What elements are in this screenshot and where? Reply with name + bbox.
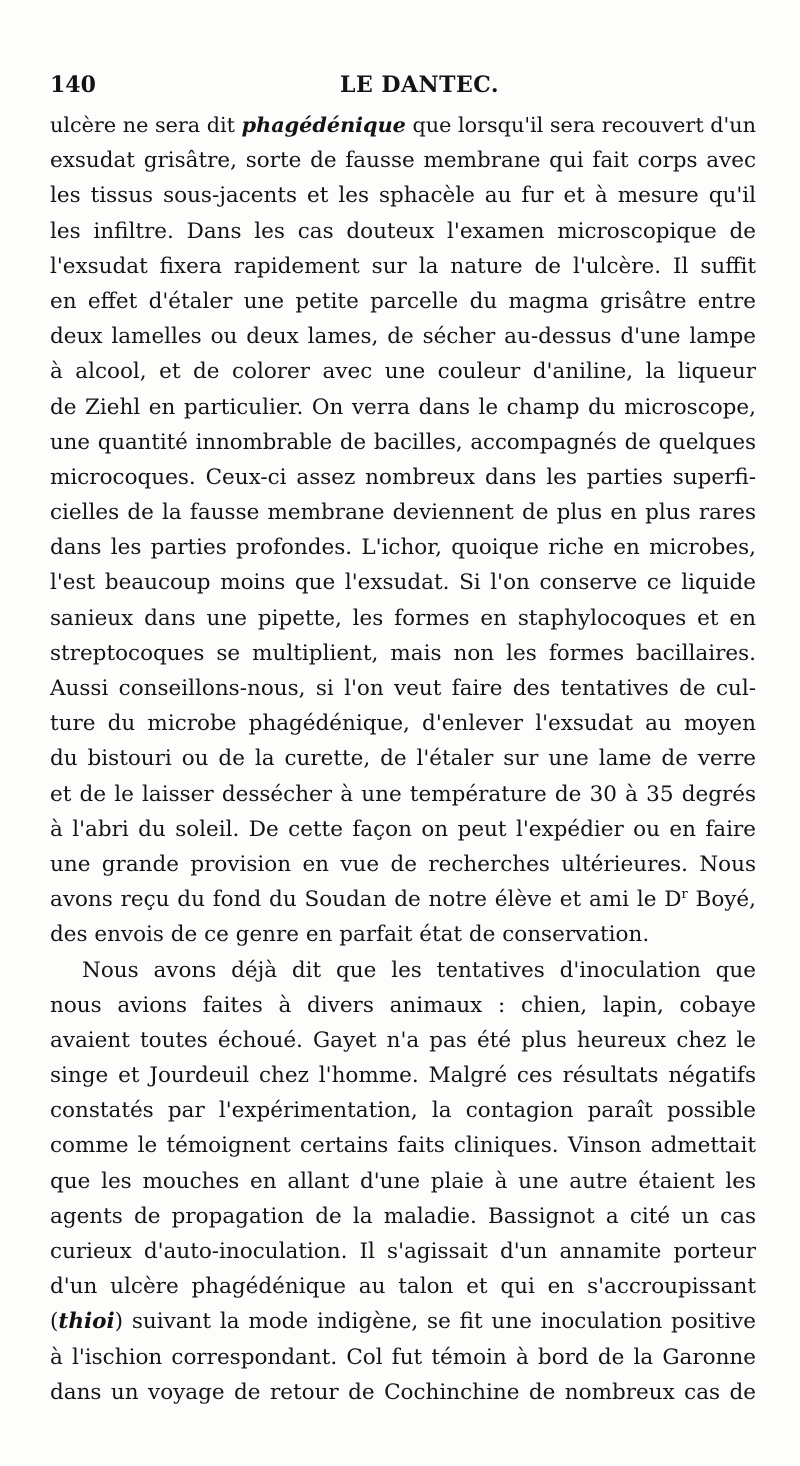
text-line bbox=[50, 425, 756, 460]
text-line bbox=[50, 108, 756, 143]
text-segment: avons reçu du fond du Soudan de notre élève et ami le D bbox=[50, 887, 682, 913]
text-line bbox=[50, 917, 756, 952]
text-segment: ( bbox=[50, 1309, 59, 1335]
body-text bbox=[50, 108, 756, 1410]
text-line bbox=[50, 1164, 756, 1199]
text-line bbox=[50, 565, 756, 600]
text-segment: une quantité innombrable de bacilles, accompagnés de quelques bbox=[50, 429, 756, 455]
text-segment: dans les parties profondes. L'ichor, quoique riche en microbes, bbox=[50, 535, 756, 561]
text-line bbox=[50, 178, 756, 213]
text-line bbox=[50, 671, 756, 706]
text-segment: à l'abri du soleil. De cette façon on peut l'expédier ou en faire bbox=[50, 816, 756, 842]
text-segment: et de le laisser dessécher à une température de 30 à 35 degrés bbox=[50, 781, 756, 807]
italic-term: phagédénique bbox=[241, 113, 406, 137]
text-segment: l'est beaucoup moins que l'exsudat. Si l'on conserve ce liquide bbox=[50, 570, 756, 596]
text-segment: à l'ischion correspondant. Col fut témoin à bord de la Garonne bbox=[50, 1344, 756, 1370]
text-line bbox=[50, 214, 756, 249]
text-line bbox=[50, 636, 756, 671]
text-segment: nous avions faites à divers animaux : chien, lapin, cobaye bbox=[50, 992, 756, 1018]
text-segment: des envois de ce genre en parfait état de conservation. bbox=[50, 922, 650, 948]
text-segment: de Ziehl en particulier. On verra dans le champ du microscope, bbox=[50, 394, 756, 420]
text-segment: cielles de la fausse membrane deviennent de plus en plus rares bbox=[50, 500, 756, 526]
text-segment: l'exsudat fixera rapidement sur la nature de l'ulcère. Il suffit bbox=[50, 253, 756, 279]
text-segment: exsudat grisâtre, sorte de fausse membrane qui fait corps avec bbox=[50, 148, 756, 174]
text-segment: les infiltre. Dans les cas douteux l'examen microscopique de bbox=[50, 218, 756, 244]
text-segment: Nous avons déjà dit que les tentatives d'inoculation que bbox=[82, 957, 756, 983]
text-line bbox=[50, 706, 756, 741]
text-segment: agents de propagation de la maladie. Bassignot a cité un cas bbox=[50, 1203, 756, 1229]
text-line bbox=[50, 530, 756, 565]
text-segment: à alcool, et de colorer avec une couleur d'aniline, la liqueur bbox=[50, 359, 756, 385]
text-segment: ture du microbe phagédénique, d'enlever l'exsudat au moyen bbox=[50, 711, 756, 737]
page-header bbox=[50, 72, 755, 106]
text-segment: sanieux dans une pipette, les formes en staphylocoques et en bbox=[50, 605, 756, 631]
text-line bbox=[50, 284, 756, 319]
text-segment: les tissus sous-jacents et les sphacèle au fur et à mesure qu'il bbox=[50, 183, 756, 209]
text-segment: une grande provision en vue de recherches ultérieures. Nous bbox=[50, 851, 756, 877]
text-line bbox=[50, 777, 756, 812]
text-line bbox=[50, 601, 756, 636]
text-segment: curieux d'auto-inoculation. Il s'agissait d'un annamite porteur bbox=[50, 1239, 756, 1264]
page-number: 140 bbox=[50, 72, 96, 98]
text-line bbox=[50, 390, 756, 425]
superscript: r bbox=[681, 886, 688, 902]
text-line bbox=[50, 1058, 756, 1093]
text-segment: avaient toutes échoué. Gayet n'a pas été plus heureux chez le bbox=[50, 1027, 756, 1053]
text-line bbox=[50, 319, 756, 354]
text-line bbox=[50, 354, 756, 389]
text-segment: singe et Jourdeuil chez l'homme. Malgré ces résultats négatifs bbox=[50, 1063, 756, 1089]
text-segment: que les mouches en allant d'une plaie à une autre étaient les bbox=[50, 1168, 756, 1194]
text-line bbox=[50, 1340, 756, 1375]
text-line bbox=[50, 847, 756, 882]
text-line bbox=[50, 1093, 756, 1128]
text-line bbox=[50, 143, 756, 178]
text-segment: comme le témoignent certains faits cliniques. Vinson admettait bbox=[50, 1133, 756, 1159]
text-line bbox=[50, 1023, 756, 1058]
text-segment: Aussi conseillons-nous, si l'on veut faire des tentatives de cul- bbox=[50, 676, 756, 701]
text-segment: dans un voyage de retour de Cochinchine de nombreux cas de bbox=[50, 1379, 756, 1405]
text-line bbox=[50, 988, 756, 1023]
text-segment: d'un ulcère phagédénique au talon et qui en s'accroupissant bbox=[50, 1274, 756, 1300]
text-line bbox=[50, 812, 756, 847]
running-head: LE DANTEC. bbox=[340, 72, 500, 98]
text-segment: en effet d'étaler une petite parcelle du magma grisâtre entre bbox=[50, 288, 756, 314]
text-line bbox=[50, 460, 756, 495]
text-segment: ) suivant la mode indigène, se fit une inoculation positive bbox=[114, 1309, 756, 1335]
text-segment: constatés par l'expérimentation, la contagion paraît possible bbox=[50, 1098, 756, 1124]
text-line bbox=[50, 1128, 756, 1163]
text-line bbox=[50, 1269, 756, 1304]
text-segment: streptocoques se multiplient, mais non les formes bacillaires. bbox=[50, 640, 756, 666]
italic-term: thioi bbox=[58, 1309, 115, 1335]
text-line bbox=[50, 1375, 756, 1410]
text-line bbox=[50, 882, 756, 917]
text-line bbox=[50, 249, 756, 284]
text-line bbox=[50, 1199, 756, 1234]
text-line bbox=[50, 1234, 756, 1269]
text-line bbox=[50, 741, 756, 776]
text-segment: que lorsqu'il sera recouvert d'un bbox=[405, 113, 756, 137]
text-segment: du bistouri ou de la curette, de l'étaler sur une lame de verre bbox=[50, 746, 756, 772]
text-segment: deux lamelles ou deux lames, de sécher au-dessus d'une lampe bbox=[50, 324, 756, 350]
text-segment: Boyé, bbox=[687, 887, 756, 913]
text-segment: ulcère ne sera dit bbox=[50, 113, 242, 137]
text-line bbox=[50, 495, 756, 530]
text-line bbox=[50, 1304, 756, 1339]
text-line bbox=[50, 953, 756, 988]
text-segment: microcoques. Ceux-ci assez nombreux dans les parties superfi- bbox=[50, 464, 756, 490]
